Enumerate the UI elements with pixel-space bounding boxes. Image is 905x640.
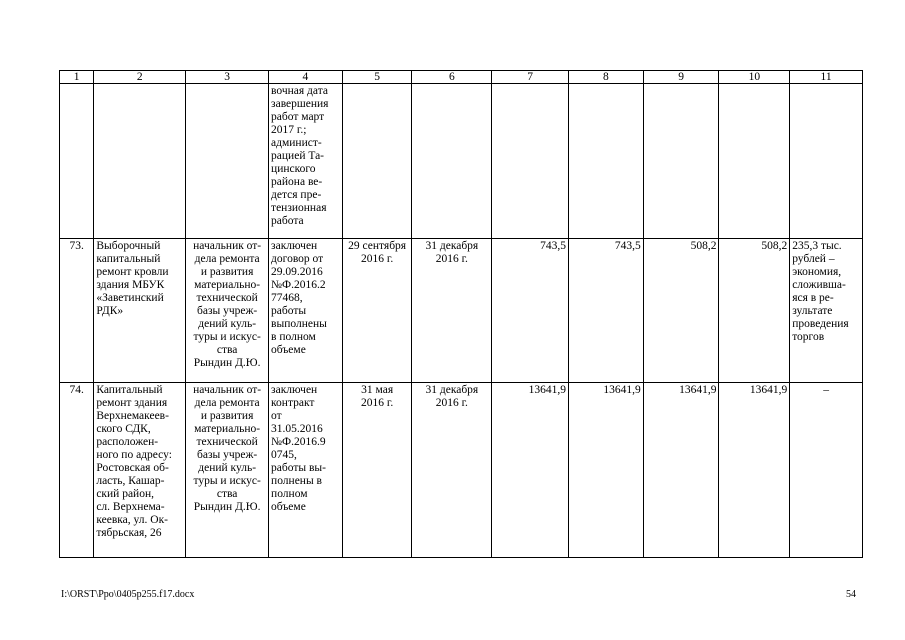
header-row — [60, 71, 863, 84]
column-header-8: 8 — [569, 71, 644, 84]
column-header-5: 5 — [342, 71, 412, 84]
note-cell — [790, 84, 863, 239]
work-name-cell: Капитальный ремонт здания Верхнемакеев- ского СДК, расположен- ного по адресу: Ростовская об- ласть, Кашар- ский район, сл. Верхнема- кеевка, ул. Ок- тябрьская, 26 — [94, 383, 186, 558]
value-cell-10: 13641,9 — [719, 383, 790, 558]
value-cell-8 — [569, 84, 644, 239]
table-row-73 — [60, 239, 863, 383]
value-cell-7: 743,5 — [492, 239, 569, 383]
row-number-cell — [60, 84, 94, 239]
end-date-cell — [412, 84, 492, 239]
value-cell-7: 13641,9 — [492, 383, 569, 558]
start-date-cell: 29 сентября 2016 г. — [342, 239, 412, 383]
report-table — [59, 70, 863, 558]
column-header-11: 11 — [790, 71, 863, 84]
value-cell-9 — [643, 84, 719, 239]
status-cell: заключен контракт от 31.05.2016 №Ф.2016.9 0745, работы вы- полнены в полном объеме — [269, 383, 343, 558]
responsible-cell: начальник от- дела ремонта и развития материально- технической базы учреж- дений куль- туры и искус- ства Рындин Д.Ю. — [186, 383, 269, 558]
note-cell: – — [790, 383, 863, 558]
table-row-74 — [60, 383, 863, 558]
value-cell-9: 13641,9 — [643, 383, 719, 558]
work-name-cell — [94, 84, 186, 239]
note-cell: 235,3 тыс. рублей – экономия, сложившa- яся в ре- зультате проведения торгов — [790, 239, 863, 383]
page-number: 54 — [846, 589, 856, 600]
column-header-9: 9 — [643, 71, 719, 84]
column-header-7: 7 — [492, 71, 569, 84]
row-number-cell: 74. — [60, 383, 94, 558]
value-cell-9: 508,2 — [643, 239, 719, 383]
status-cell: заключен договор от 29.09.2016 №Ф.2016.2 77468, работы выполнены в полном объеме — [269, 239, 343, 383]
work-name-cell: Выборочный капитальный ремонт кровли здания МБУК «Заветинский РДК» — [94, 239, 186, 383]
footer-file-path: I:\ORST\Ppo\0405p255.f17.docx — [61, 589, 195, 600]
value-cell-8: 743,5 — [569, 239, 644, 383]
value-cell-8: 13641,9 — [569, 383, 644, 558]
start-date-cell: 31 мая 2016 г. — [342, 383, 412, 558]
column-header-2: 2 — [94, 71, 186, 84]
end-date-cell: 31 декабря 2016 г. — [412, 383, 492, 558]
responsible-cell — [186, 84, 269, 239]
start-date-cell — [342, 84, 412, 239]
end-date-cell: 31 декабря 2016 г. — [412, 239, 492, 383]
column-header-4: 4 — [269, 71, 343, 84]
column-header-1: 1 — [60, 71, 94, 84]
column-header-3: 3 — [186, 71, 269, 84]
column-header-10: 10 — [719, 71, 790, 84]
value-cell-10 — [719, 84, 790, 239]
status-cell: вочная дата завершения работ март 2017 г.; админист- рацией Та- цинского района ве- дется пре- тензионная работа — [269, 84, 343, 239]
column-header-6: 6 — [412, 71, 492, 84]
responsible-cell: начальник от- дела ремонта и развития материально- технической базы учреж- дений куль- туры и искус- ства Рындин Д.Ю. — [186, 239, 269, 383]
row-number-cell: 73. — [60, 239, 94, 383]
table-row-continuation — [60, 84, 863, 239]
value-cell-7 — [492, 84, 569, 239]
value-cell-10: 508,2 — [719, 239, 790, 383]
